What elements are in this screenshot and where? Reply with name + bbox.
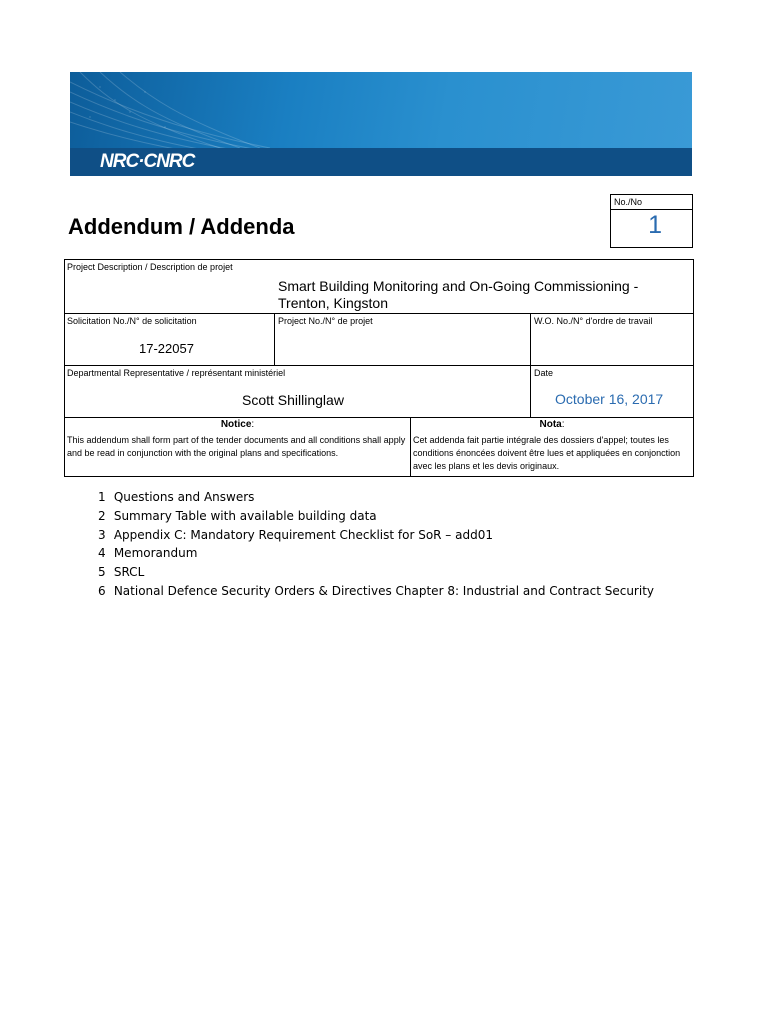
list-item [98,544,654,563]
work-order-cell [530,313,694,366]
notice-en-cell [64,417,411,477]
addendum-number-box [610,194,693,248]
notice-en-colon: : [251,419,255,430]
project-description-line1: Smart Building Monitoring and On-Going Commissioning - [278,278,639,294]
list-item [98,563,654,582]
item-label: Appendix C: Mandatory Requirement Checklist for SoR – add01 [113,527,493,542]
solicitation-label: Solicitation No./N° de solicitation [67,316,197,326]
work-order-label: W.O. No./N° d'ordre de travail [534,316,653,326]
nrc-cnrc-logo: NRC·CNRC [100,151,195,172]
notice-fr-text: Cet addenda fait partie intégrale des dossiers d'appel; toutes les conditions énoncées doivent être lues et appliquées en conjonction avec les plans et les devis originaux. [413,435,681,471]
date-cell [530,365,694,418]
item-label: Questions and Answers [113,490,255,504]
representative-cell [64,365,531,418]
project-number-label: Project No./N° de projet [278,316,373,326]
representative-value: Scott Shillinglaw [242,392,344,408]
list-item [98,488,654,507]
date-label: Date [534,368,554,378]
notice-fr-cell [410,417,694,477]
representative-label: Departmental Representative / représentant ministériel [67,368,286,378]
item-number: 3 [98,527,106,542]
date-value: October 16, 2017 [555,391,664,407]
list-item [98,582,654,601]
notice-en-text: This addendum shall form part of the tender documents and all conditions shall apply and be read in conjunction with the original plans and specifications. [67,435,406,458]
item-number: 2 [98,508,106,523]
project-number-cell [274,313,531,366]
project-description-box [64,259,694,314]
notice-fr-colon: : [561,419,565,430]
list-item [98,507,654,526]
project-description-line2: Trenton, Kingston [278,295,388,311]
item-number: 6 [98,583,106,598]
number-label: No./No [611,195,692,210]
list-item [98,526,654,545]
solicitation-value: 17-22057 [139,341,194,356]
item-label: SRCL [113,565,145,580]
notice-en-heading-text: Notice [220,419,252,430]
notice-en-heading [65,419,410,430]
notice-fr-heading-text: Nota [539,419,562,430]
item-label: Memorandum [113,546,198,561]
item-number: 5 [98,565,106,580]
item-number: 4 [98,546,106,561]
item-label: Summary Table with available building data [113,508,377,523]
project-description-label: Project Description / Description de projet [67,262,233,272]
header-banner [70,72,692,176]
notice-fr-heading [411,419,693,430]
addendum-items-list [98,488,654,601]
project-description-value [278,278,638,312]
item-number: 1 [98,490,106,504]
item-label: National Defence Security Orders & Directives Chapter 8: Industrial and Contract Security [113,583,655,598]
page-title: Addendum / Addenda [68,214,295,239]
solicitation-cell [64,313,275,366]
number-value: 1 [648,211,662,239]
